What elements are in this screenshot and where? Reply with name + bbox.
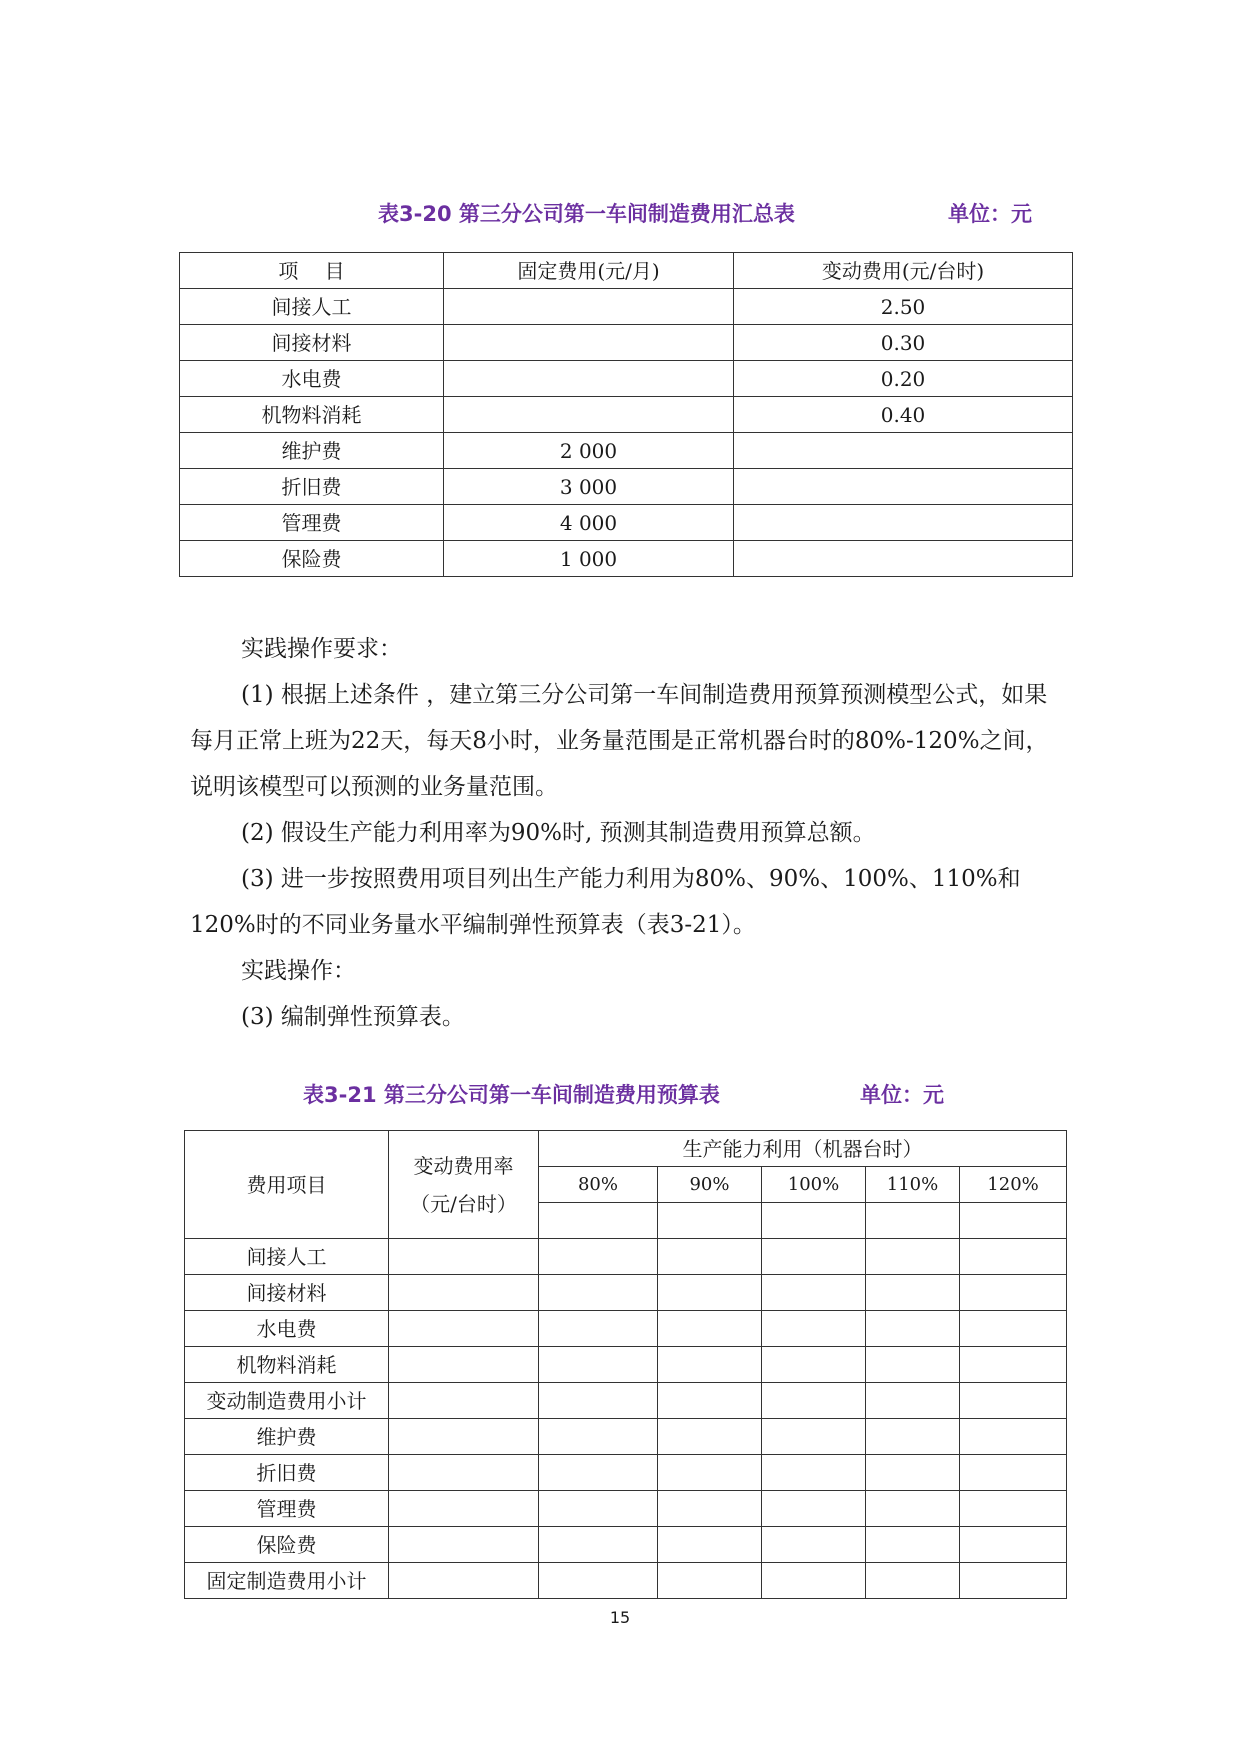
- table-row: [180, 505, 1073, 541]
- cell: [960, 1347, 1067, 1383]
- table-row: [185, 1311, 1067, 1347]
- cell: [658, 1563, 762, 1599]
- table2-percent-80: 80%: [539, 1167, 658, 1203]
- body-text: [190, 626, 1070, 1040]
- cell: [866, 1419, 960, 1455]
- row-label: 管理费: [185, 1491, 389, 1527]
- table-row: [180, 469, 1073, 505]
- table1-header-fixed: 固定费用(元/月): [444, 253, 734, 289]
- cell: [389, 1455, 539, 1491]
- row-label: 变动制造费用小计: [185, 1383, 389, 1419]
- cell: [389, 1419, 539, 1455]
- row-label: 水电费: [185, 1311, 389, 1347]
- cell: [658, 1239, 762, 1275]
- table-row: [180, 541, 1073, 577]
- cell: [658, 1275, 762, 1311]
- row-label: 机物料消耗: [185, 1347, 389, 1383]
- table-row: [180, 325, 1073, 361]
- table-row: [185, 1563, 1067, 1599]
- table-row: [185, 1491, 1067, 1527]
- cell: [866, 1383, 960, 1419]
- cell: 保险费: [180, 541, 444, 577]
- table2-percent-100: 100%: [762, 1167, 866, 1203]
- table1-header-item: 项 目: [180, 253, 444, 289]
- cell: [762, 1239, 866, 1275]
- table-row: [180, 361, 1073, 397]
- cell: 水电费: [180, 361, 444, 397]
- table2-header-rate-line1: 变动费用率: [413, 1153, 514, 1178]
- cell: [866, 1491, 960, 1527]
- cell: [658, 1455, 762, 1491]
- row-label: 保险费: [185, 1527, 389, 1563]
- row-label: 间接材料: [185, 1275, 389, 1311]
- table-row: [185, 1455, 1067, 1491]
- cell: [539, 1491, 658, 1527]
- cell: [960, 1275, 1067, 1311]
- cell: [658, 1347, 762, 1383]
- cell: [734, 541, 1073, 577]
- cell: [866, 1563, 960, 1599]
- row-label: 固定制造费用小计: [185, 1563, 389, 1599]
- row-label: 折旧费: [185, 1455, 389, 1491]
- table-row: [185, 1275, 1067, 1311]
- cell: [389, 1563, 539, 1599]
- table-row: [180, 397, 1073, 433]
- row-label: 维护费: [185, 1419, 389, 1455]
- table-row: [185, 1527, 1067, 1563]
- cell: [866, 1275, 960, 1311]
- cell: [444, 397, 734, 433]
- cell: [866, 1203, 960, 1239]
- cell: [658, 1527, 762, 1563]
- cell: 间接人工: [180, 289, 444, 325]
- cell: [539, 1347, 658, 1383]
- table-row: [180, 433, 1073, 469]
- table-3-20: [179, 252, 1073, 577]
- cell: [960, 1455, 1067, 1491]
- cell: 维护费: [180, 433, 444, 469]
- cell: [389, 1275, 539, 1311]
- cell: 间接材料: [180, 325, 444, 361]
- cell: [658, 1491, 762, 1527]
- cell: [444, 325, 734, 361]
- cell: [734, 433, 1073, 469]
- cell: [734, 505, 1073, 541]
- cell: [539, 1455, 658, 1491]
- cell: [539, 1275, 658, 1311]
- table1-header-variable: 变动费用(元/台时): [734, 253, 1073, 289]
- table2-caption: 表3-21 第三分公司第一车间制造费用预算表: [303, 1083, 720, 1107]
- table-row: [180, 289, 1073, 325]
- table1-header-row: [180, 253, 1073, 289]
- cell: [762, 1311, 866, 1347]
- cell: [389, 1347, 539, 1383]
- paragraph-operation-heading: 实践操作：: [241, 958, 356, 984]
- cell: [960, 1491, 1067, 1527]
- cell: [866, 1527, 960, 1563]
- page-number: 15: [609, 1608, 631, 1627]
- cell: [762, 1527, 866, 1563]
- cell: 0.30: [734, 325, 1073, 361]
- table-row: [185, 1419, 1067, 1455]
- cell: [658, 1311, 762, 1347]
- paragraph-operation-3: (3) 编制弹性预算表。: [241, 1004, 465, 1030]
- cell: [389, 1527, 539, 1563]
- cell: 2.50: [734, 289, 1073, 325]
- cell: [960, 1203, 1067, 1239]
- table-row: [185, 1239, 1067, 1275]
- table2-header-rate: [389, 1131, 539, 1239]
- cell: [389, 1491, 539, 1527]
- cell: [734, 469, 1073, 505]
- table2-header-row-1: [185, 1131, 1067, 1167]
- cell: 4 000: [444, 505, 734, 541]
- paragraph-requirement-3: (3) 进一步按照费用项目列出生产能力利用为80%、90%、100%、110%和120%时的不同业务量水平编制弹性预算表（表3-21）。: [190, 866, 1021, 938]
- table-row: [185, 1383, 1067, 1419]
- cell: [762, 1203, 866, 1239]
- cell: [762, 1491, 866, 1527]
- cell: [762, 1383, 866, 1419]
- table1-unit: 单位：元: [948, 202, 1032, 226]
- cell: [389, 1239, 539, 1275]
- cell: [539, 1527, 658, 1563]
- cell: [389, 1311, 539, 1347]
- cell: [866, 1239, 960, 1275]
- cell: [762, 1275, 866, 1311]
- cell: [762, 1347, 866, 1383]
- cell: [539, 1203, 658, 1239]
- table2-header-item: 费用项目: [185, 1131, 389, 1239]
- table2-unit: 单位：元: [860, 1083, 944, 1107]
- table-row: [185, 1347, 1067, 1383]
- cell: [762, 1419, 866, 1455]
- cell: [444, 361, 734, 397]
- cell: [539, 1239, 658, 1275]
- cell: 0.20: [734, 361, 1073, 397]
- table1-caption: 表3-20 第三分公司第一车间制造费用汇总表: [378, 202, 795, 226]
- cell: [762, 1455, 866, 1491]
- row-label: 间接人工: [185, 1239, 389, 1275]
- cell: [960, 1563, 1067, 1599]
- cell: [866, 1455, 960, 1491]
- table2-percent-90: 90%: [658, 1167, 762, 1203]
- cell: [539, 1383, 658, 1419]
- cell: [658, 1203, 762, 1239]
- cell: [539, 1419, 658, 1455]
- paragraph-requirement-2: (2) 假设生产能力利用率为90%时, 预测其制造费用预算总额。: [241, 820, 876, 846]
- cell: [658, 1419, 762, 1455]
- table2-percent-110: 110%: [866, 1167, 960, 1203]
- cell: 机物料消耗: [180, 397, 444, 433]
- cell: [389, 1383, 539, 1419]
- cell: [866, 1347, 960, 1383]
- cell: 2 000: [444, 433, 734, 469]
- cell: 0.40: [734, 397, 1073, 433]
- cell: 管理费: [180, 505, 444, 541]
- cell: [762, 1563, 866, 1599]
- cell: 1 000: [444, 541, 734, 577]
- cell: [539, 1311, 658, 1347]
- table2-header-capacity: 生产能力利用（机器台时）: [539, 1131, 1067, 1167]
- cell: [960, 1311, 1067, 1347]
- paragraph-requirements-heading: 实践操作要求：: [241, 636, 402, 662]
- cell: [960, 1419, 1067, 1455]
- table2-percent-120: 120%: [960, 1167, 1067, 1203]
- cell: 折旧费: [180, 469, 444, 505]
- paragraph-requirement-1: (1) 根据上述条件 ，建立第三分公司第一车间制造费用预算预测模型公式，如果每月正常上班为22天，每天8小时，业务量范围是正常机器台时的80%-120%之间，说明该模型可以预测的业务量范围。: [190, 682, 1049, 800]
- cell: 3 000: [444, 469, 734, 505]
- cell: [539, 1563, 658, 1599]
- table2-header-rate-line2: （元/台时）: [410, 1191, 517, 1216]
- cell: [658, 1383, 762, 1419]
- cell: [960, 1383, 1067, 1419]
- cell: [444, 289, 734, 325]
- table-3-21: [184, 1130, 1067, 1599]
- cell: [960, 1527, 1067, 1563]
- cell: [866, 1311, 960, 1347]
- cell: [960, 1239, 1067, 1275]
